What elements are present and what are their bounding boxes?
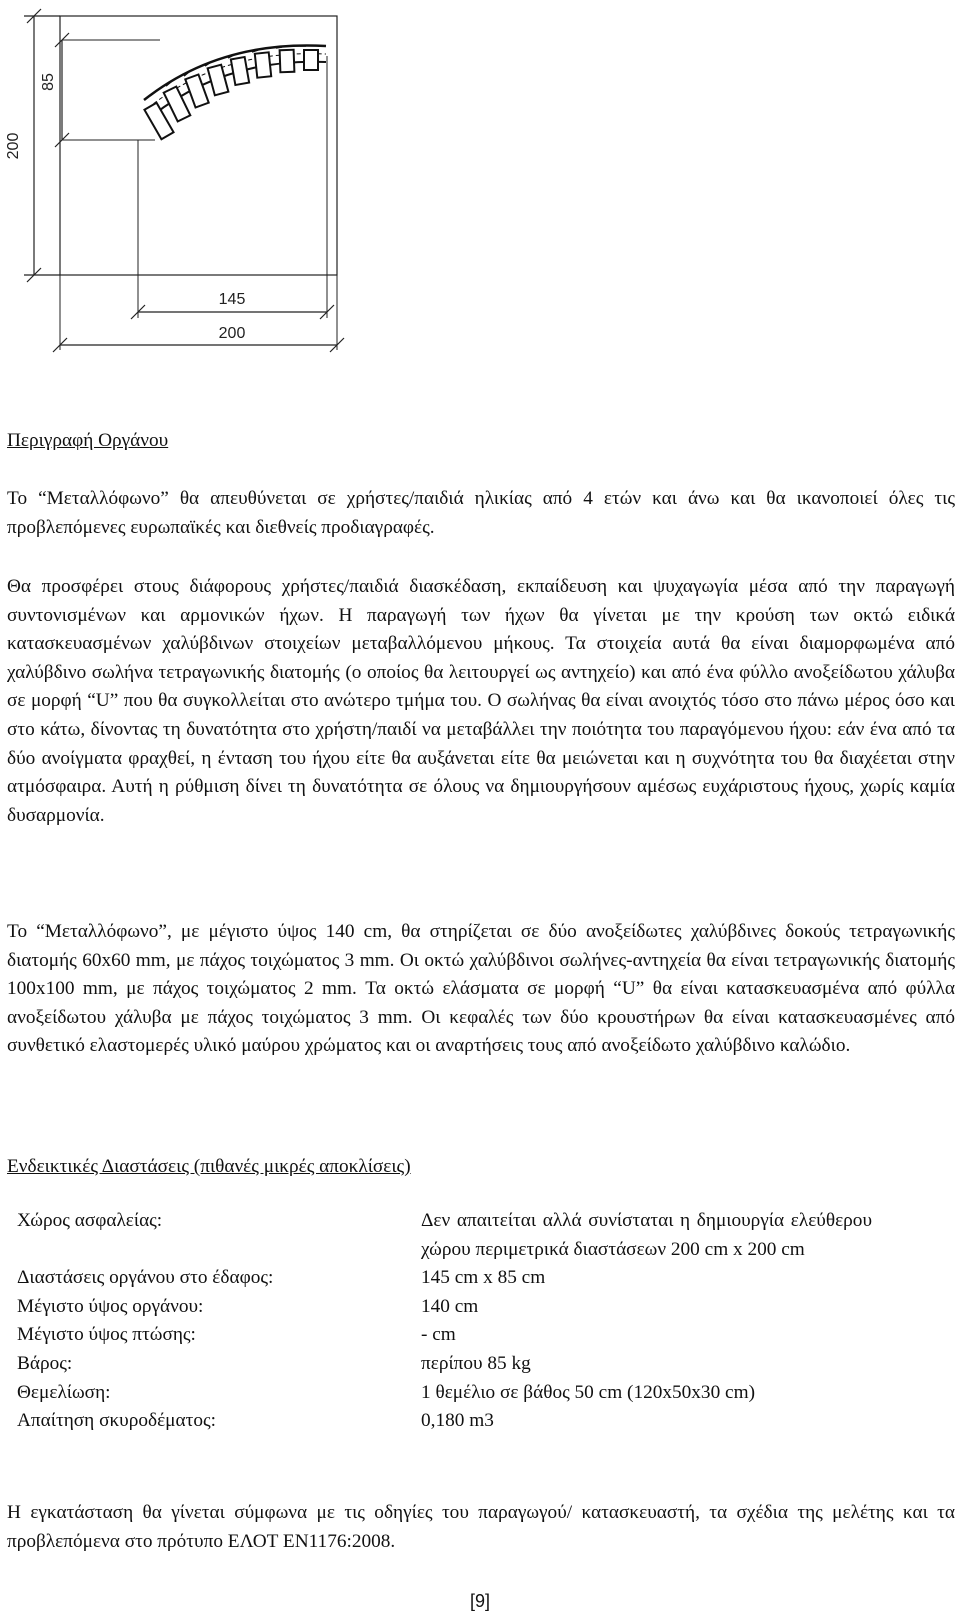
page-number: [9] bbox=[469, 1591, 490, 1611]
spec-value: - cm bbox=[421, 1324, 456, 1346]
width-instrument-label: 145 bbox=[218, 291, 246, 308]
description-paragraph-materials: Το “Μεταλλόφωνο”, με μέγιστο ύψος 140 cm, θα στηρίζεται σε δύο ανοξείδωτες χαλύβδινες δοκούς τετραγωνικής διατομής 60x60 mm, με πάχος τοιχώματος 3 mm. Οι οκτώ χαλύβδινοι σωλήνες-αντηχεία θα είναι τετραγωνικής διατομής 100x100 mm, με πάχος τοιχώματος 2 mm. Τα οκτώ ελάσματα σε μορφή “U” θα είναι κατασκευασμένα από φύλλα ανοξείδωτου χάλυβα με πάχος τοιχώματος 3 mm. Οι κεφαλές των δύο κρουστήρων θα είναι κατασκευασμένες από συνθετικό ελαστομερές υλικό μαύρου χρώματος και οι αναρτήσεις τους από ανοξείδωτο χαλύβδινο καλώδιο. bbox=[7, 921, 955, 1057]
width-total-label: 200 bbox=[218, 325, 246, 342]
description-paragraph-intro: Το “Μεταλλόφωνο” θα απευθύνεται σε χρήστες/παιδιά ηλικίας από 4 ετών και άνω και θα ικανοποιεί όλες τις προβλεπόμενες ευρωπαϊκές και διεθνείς προδιαγραφές. bbox=[7, 488, 955, 538]
installation-paragraph: Η εγκατάσταση θα γίνεται σύμφωνα με τις οδηγίες του παραγωγού/ κατασκευαστή, τα σχέδια της μελέτης και τα προβλεπόμενα στο πρότυπο ΕΛΟΤ ΕΝ1176:2008. bbox=[7, 1502, 955, 1552]
spec-label: Βάρος: bbox=[17, 1352, 73, 1374]
table-row bbox=[17, 1407, 917, 1436]
table-row bbox=[17, 1293, 917, 1322]
table-row bbox=[17, 1207, 917, 1264]
table-row bbox=[17, 1321, 917, 1350]
spec-value: 1 θεμέλιο σε βάθος 50 cm (120x50x30 cm) bbox=[421, 1381, 756, 1403]
spec-value: 0,180 m3 bbox=[421, 1410, 494, 1432]
plan-drawing bbox=[0, 0, 960, 380]
dimensions-heading: Ενδεικτικές Διαστάσεις (πιθανές μικρές αποκλίσεις) bbox=[7, 1156, 411, 1177]
description-heading: Περιγραφή Οργάνου bbox=[7, 430, 169, 451]
spec-label: Διαστάσεις οργάνου στο έδαφος: bbox=[17, 1267, 274, 1289]
spec-value: 140 cm bbox=[421, 1295, 479, 1317]
spec-label: Μέγιστο ύψος πτώσης: bbox=[17, 1324, 196, 1346]
spec-value: Δεν απαιτείται αλλά συνίσταται η δημιουργία ελεύθερου χώρου περιμετρικά διαστάσεων 200 cm x 200 cm bbox=[421, 1210, 872, 1260]
spec-label: Μέγιστο ύψος οργάνου: bbox=[17, 1295, 204, 1317]
spec-value: 145 cm x 85 cm bbox=[421, 1267, 546, 1289]
metallophone-plan bbox=[144, 45, 326, 139]
resonator-elements bbox=[144, 50, 318, 139]
spec-label: Θεμελίωση: bbox=[17, 1381, 111, 1403]
description-paragraph-function: Θα προσφέρει στους διάφορους χρήστες/παιδιά διασκέδαση, εκπαίδευση και ψυχαγωγία μέσα από την παραγωγή συντονισμένων και αρμονικών ήχων. Η παραγωγή των ήχων θα γίνεται με την κρούση των οκτώ ειδικά κατασκευασμένων χαλύβδινων στοιχείων μεταβαλλόμενου μήκους. Τα στοιχεία αυτά θα είναι διαμορφωμένα από χαλύβδινο σωλήνα τετραγωνικής διατομής (ο οποίος θα λειτουργεί ως αντηχείο) και από ένα φύλλο ανοξείδωτου χάλυβα σε μορφή “U” που θα συγκολλείται στο ανώτερο τμήμα του. Ο σωλήνας θα είναι ανοιχτός τόσο στο πάνω μέρος όσο και στο κάτω, δίνοντας τη δυνατότητα στο χρήστη/παιδί να μεταβάλλει την ποιότητα του παραγόμενου ήχου: εάν ένα από τα δύο ανοίγματα φραχθεί, η ένταση του ήχου είτε θα αυξάνεται είτε θα μειώνεται και η συχνότητα του θα διαχέεται στην ατμόσφαιρα. Αυτή η ρύθμιση δίνει τη δυνατότητα σε όλους να δημιουργήσουν αμέσως ευχάριστους ήχους, χωρίς καμία δυσαρμονία. bbox=[7, 576, 955, 826]
spec-label: Απαίτηση σκυροδέματος: bbox=[17, 1410, 216, 1432]
spec-value: περίπου 85 kg bbox=[421, 1352, 531, 1374]
dimensions-table bbox=[17, 1207, 917, 1436]
spec-label: Χώρος ασφαλείας: bbox=[17, 1210, 163, 1231]
safety-area-outline bbox=[60, 16, 337, 275]
height-total-label: 200 bbox=[5, 132, 22, 160]
table-row bbox=[17, 1350, 917, 1379]
height-instrument-label: 85 bbox=[40, 73, 57, 91]
table-row bbox=[17, 1379, 917, 1408]
table-row bbox=[17, 1264, 917, 1293]
